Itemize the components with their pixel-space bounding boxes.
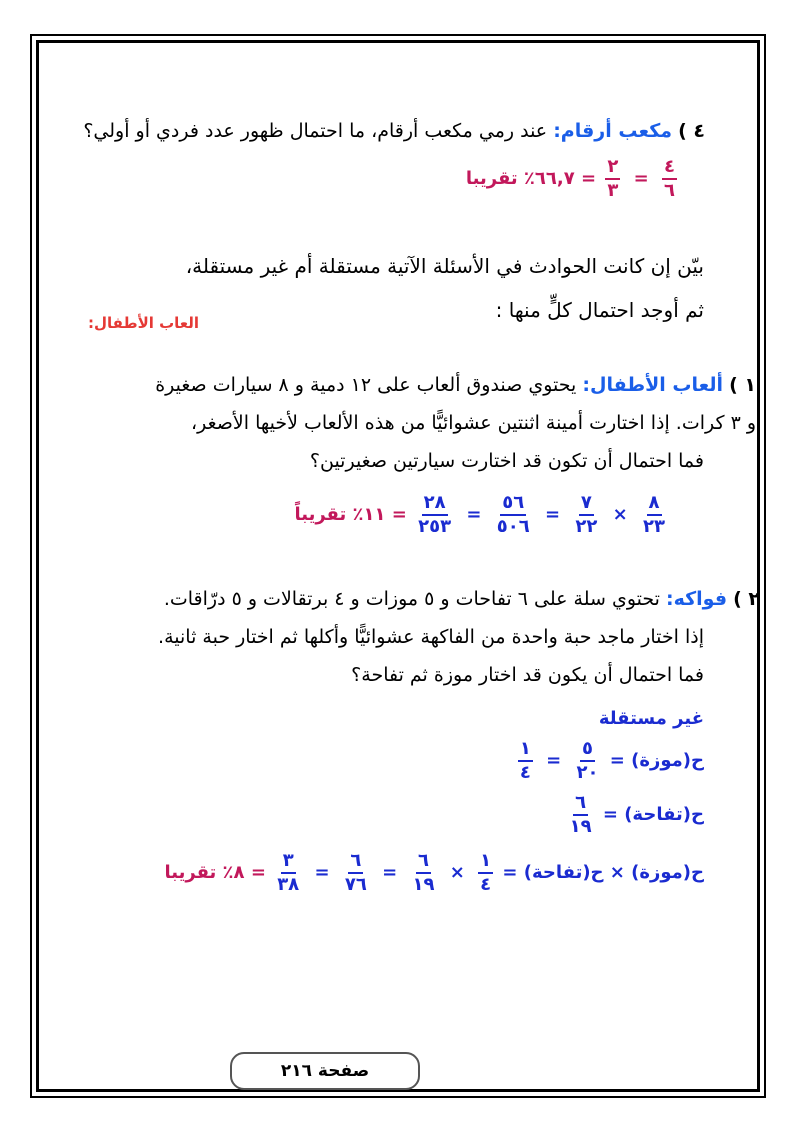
q2-banana-fraction-1: [575, 740, 601, 782]
q4-answer: $\frac{٤}{٦}$ = $\frac{٢}{٣}$ = ٦٦,٧٪ تقريبا: [465, 156, 675, 201]
q2-c2-num: ٦: [416, 852, 431, 874]
q1-fraction-2: [573, 494, 599, 536]
q4-line: [83, 120, 705, 142]
q1-f2-num: ٧: [579, 494, 594, 516]
q1-fraction-3: [495, 494, 532, 536]
q1-f3-den: ٥٠٦: [496, 516, 530, 537]
q2-line-2: إذا اختار ماجد حبة واحدة من الفاكهة عشوائيًّا وأكلها ثم اختار حبة ثانية.: [158, 626, 704, 648]
q2-number: ٢ ): [733, 588, 760, 610]
q4-f2-num: ٢: [605, 158, 620, 180]
q1-answer: $\frac{٨}{٢٣}$ × $\frac{٧}{٢٢}$ = $\frac{٥٦}{٥٠٦}$ = $\frac{٢٨}{٢٥٣}$ = ١١٪ تقريباً: [294, 492, 665, 537]
q2-apple-prob: [565, 794, 704, 836]
q2-apple-label: ح(تفاحة) =: [602, 804, 704, 825]
q1-f1-num: ٨: [647, 494, 662, 516]
q1-label: ألعاب الأطفال:: [582, 374, 724, 396]
q4-f1-num: ٤: [662, 158, 677, 180]
q2-combined-prob: ح(موزة) × ح(تفاحة) = $\frac{١}{٤}$ × $\frac{٦}{١٩}$ = $\frac{٦}{٧٦}$ = $\frac{٣}{٣٨}$ = ٨٪ تقريبا: [164, 850, 704, 895]
q2-combined-fraction-3: [343, 852, 369, 894]
q1-number: ١ ): [729, 374, 756, 396]
q2-answer-tail: = ٨٪ تقريبا: [164, 862, 266, 883]
q2-combined-fraction-1: [478, 852, 493, 894]
q4-fraction-1: [662, 158, 677, 200]
q2-label: فواكه:: [665, 588, 728, 610]
q1-f1-den: ٢٣: [643, 516, 665, 537]
intro-note: العاب الأطفال:: [88, 314, 200, 332]
q2-banana-fraction-2: [518, 740, 533, 782]
q2-combined-label: ح(موزة) × ح(تفاحة) =: [502, 862, 704, 883]
q1-f4-num: ٢٨: [422, 494, 448, 516]
q2-c4-num: ٣: [281, 852, 296, 874]
q2-text-1: تحتوي سلة على ٦ تفاحات و ٥ موزات و ٤ برتقالات و ٥ درّاقات.: [163, 588, 660, 610]
q4-f1-den: ٦: [664, 180, 675, 201]
q4-label: مكعب أرقام:: [553, 120, 673, 142]
q1-fraction-1: [641, 494, 667, 536]
q2-c1-num: ١: [478, 852, 493, 874]
page-number-box: [230, 1052, 420, 1090]
q2-line-1: [164, 588, 760, 610]
q1-answer-tail: = ١١٪ تقريباً: [294, 504, 407, 525]
q1-f4-den: ٢٥٣: [418, 516, 452, 537]
q1-line-1: [155, 374, 756, 396]
q4-number: ٤ ): [678, 120, 705, 142]
q1-line-3: فما احتمال أن تكون قد اختارت سيارتين صغيرتين؟: [309, 450, 704, 472]
q2-c4-den: ٣٨: [277, 874, 300, 895]
q1-f2-den: ٢٢: [575, 516, 598, 537]
q2-a1-num: ٦: [573, 794, 588, 816]
q2-combined-fraction-4: [275, 852, 301, 894]
q2-b2-den: ٤: [519, 762, 531, 783]
page-number: صفحة ٢١٦: [280, 1061, 370, 1081]
intro-line-1: بيّن إن كانت الحوادث في الأسئلة الآتية مستقلة أم غير مستقلة،: [185, 254, 704, 278]
q4-fraction-2: [605, 158, 620, 200]
q2-c1-den: ٤: [480, 874, 492, 895]
q2-b1-num: ٥: [580, 740, 595, 762]
q2-c2-den: ١٩: [412, 874, 435, 895]
q1-fraction-4: [416, 494, 453, 536]
q2-apple-fraction: [568, 794, 594, 836]
q2-a1-den: ١٩: [569, 816, 592, 837]
q4-f2-den: ٣: [607, 180, 619, 201]
q1-line-2: و ٣ كرات. إذا اختارت أمينة اثنتين عشوائيًّا من هذه الألعاب لأخيها الأصغر،: [191, 412, 756, 434]
q1-text-1: يحتوي صندوق ألعاب على ١٢ دمية و ٨ سيارات صغيرة: [155, 374, 577, 396]
q1-f3-num: ٥٦: [500, 494, 526, 516]
q2-b2-num: ١: [518, 740, 533, 762]
q2-dependence: غير مستقلة: [598, 708, 704, 729]
q2-banana-prob: ح(موزة) = $\frac{٥}{٢٠}$ = $\frac{١}{٤}$: [519, 738, 704, 783]
q2-combined-fraction-2: [410, 852, 436, 894]
q2-banana-label: ح(موزة) =: [609, 750, 704, 771]
q4-answer-tail: = ٦٦,٧٪ تقريبا: [465, 168, 597, 189]
q2-c3-num: ٦: [348, 852, 363, 874]
q2-line-3: فما احتمال أن يكون قد اختار موزة ثم تفاحة؟: [351, 664, 704, 686]
q4-text: عند رمي مكعب أرقام، ما احتمال ظهور عدد فردي أو أولي؟: [83, 120, 548, 142]
q2-b1-den: ٢٠: [576, 762, 599, 783]
q2-c3-den: ٧٦: [344, 874, 367, 895]
intro-line-2: ثم أوجد احتمال كلٍّ منها :: [495, 298, 704, 322]
